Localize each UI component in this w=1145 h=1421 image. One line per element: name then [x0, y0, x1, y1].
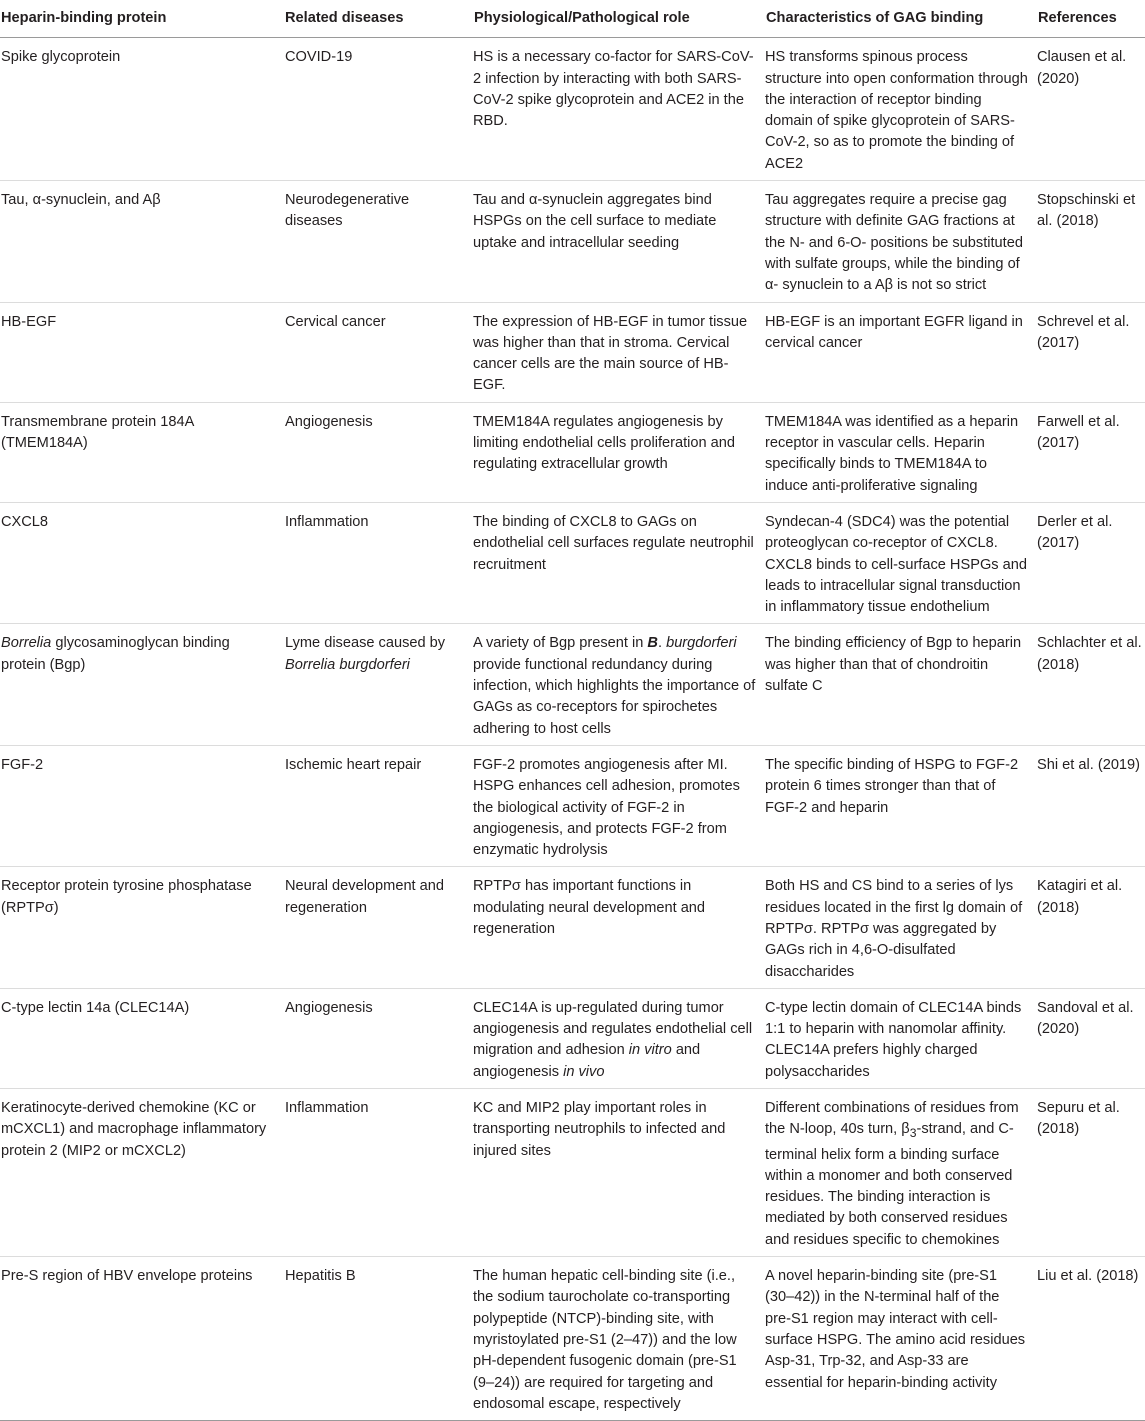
- disease-cell: Ischemic heart repair: [280, 745, 468, 866]
- protein-cell: Transmembrane protein 184A (TMEM184A): [0, 402, 280, 502]
- role-in-vitro-italic: in vitro: [628, 1042, 672, 1059]
- disease-cell: Inflammation: [280, 1089, 468, 1257]
- gag-binding-cell: TMEM184A was identified as a heparin receptor in vascular cells. Heparin specifically binds to TMEM184A to induce anti-proliferative signaling: [760, 402, 1032, 502]
- reference-cell: Stopschinski et al. (2018): [1032, 181, 1145, 302]
- role-cell: The human hepatic cell-binding site (i.e., the sodium taurocholate co-transporting polypeptide (NTCP)-binding site, with myristoylated pre-S1 (2–47)) and the low pH-dependent fusogenic domain (pre-S1 (9–24)) are required for targeting and endosomal escape, respectively: [468, 1257, 760, 1421]
- disease-cell: Neurodegenerative diseases: [280, 181, 468, 302]
- reference-cell: Shi et al. (2019): [1032, 745, 1145, 866]
- reference-cell: Schrevel et al. (2017): [1032, 302, 1145, 402]
- protein-cell: Pre-S region of HBV envelope proteins: [0, 1257, 280, 1421]
- role-cell: KC and MIP2 play important roles in transporting neutrophils to infected and injured sites: [468, 1089, 760, 1257]
- table-header-row: [0, 0, 1145, 38]
- protein-cell: C-type lectin 14a (CLEC14A): [0, 988, 280, 1088]
- reference-cell: Katagiri et al. (2018): [1032, 867, 1145, 988]
- role-text-pre: CLEC14A is up-regulated during tumor angiogenesis and regulates endothelial cell migration and adhesion: [473, 999, 753, 1059]
- column-header-protein: Heparin-binding protein: [0, 0, 280, 38]
- disease-species-italic: Borrelia burgdorferi: [285, 656, 410, 673]
- gag-binding-cell: The specific binding of HSPG to FGF-2 protein 6 times stronger than that of FGF-2 and heparin: [760, 745, 1032, 866]
- role-cell: The expression of HB-EGF in tumor tissue was higher than that in stroma. Cervical cancer cells are the main source of HB-EGF.: [468, 302, 760, 402]
- protein-cell: FGF-2: [0, 745, 280, 866]
- role-cell: FGF-2 promotes angiogenesis after MI. HSPG enhances cell adhesion, promotes the biological activity of FGF-2 in angiogenesis, and protects FGF-2 from enzymatic hydrolysis: [468, 745, 760, 866]
- table-row: [0, 867, 1145, 988]
- disease-text: Lyme disease caused by: [285, 635, 446, 652]
- gag-binding-cell: C-type lectin domain of CLEC14A binds 1:1 to heparin with nanomolar affinity. CLEC14A prefers highly charged polysaccharides: [760, 988, 1032, 1088]
- gag-binding-cell: The binding efficiency of Bgp to heparin was higher than that of chondroitin sulfate C: [760, 624, 1032, 745]
- protein-cell: [0, 624, 280, 745]
- protein-cell: Receptor protein tyrosine phosphatase (RPTPσ): [0, 867, 280, 988]
- role-cell: [468, 624, 760, 745]
- protein-cell: CXCL8: [0, 502, 280, 623]
- table-row: [0, 624, 1145, 745]
- disease-cell: Cervical cancer: [280, 302, 468, 402]
- reference-cell: Sepuru et al. (2018): [1032, 1089, 1145, 1257]
- gag-binding-cell: Tau aggregates require a precise gag structure with definite GAG fractions at the N- and 6-O- positions be substituted with sulfate groups, while the binding of α- synuclein to a Aβ is not so strict: [760, 181, 1032, 302]
- protein-cell: Tau, α-synuclein, and Aβ: [0, 181, 280, 302]
- role-cell: [468, 988, 760, 1088]
- gag-binding-cell: [760, 1089, 1032, 1257]
- table-row: [0, 1257, 1145, 1421]
- table-row: [0, 302, 1145, 402]
- protein-name-rest: glycosaminoglycan binding protein (Bgp): [1, 635, 230, 673]
- reference-cell: Sandoval et al. (2020): [1032, 988, 1145, 1088]
- role-text-pre: A variety of Bgp present in: [473, 635, 648, 652]
- gag-binding-cell: HB-EGF is an important EGFR ligand in cervical cancer: [760, 302, 1032, 402]
- gag-binding-cell: A novel heparin-binding site (pre-S1 (30–42)) in the N-terminal half of the pre-S1 region may interact with cell-surface HSPG. The amino acid residues Asp-31, Trp-32, and Asp-33 are essential for heparin-binding activity: [760, 1257, 1032, 1421]
- disease-cell: Angiogenesis: [280, 402, 468, 502]
- disease-cell: Angiogenesis: [280, 988, 468, 1088]
- protein-genus-italic: Borrelia: [1, 635, 52, 652]
- protein-cell: Spike glycoprotein: [0, 38, 280, 181]
- role-species-italic: burgdorferi: [666, 635, 737, 652]
- table-row: [0, 745, 1145, 866]
- role-text-post: provide functional redundancy during infection, which highlights the importance of GAGs as co-receptors for spirochetes adhering to host cells: [473, 656, 756, 737]
- column-header-role: Physiological/Pathological role: [468, 0, 760, 38]
- table-row: [0, 402, 1145, 502]
- table-row: [0, 988, 1145, 1088]
- disease-cell: COVID-19: [280, 38, 468, 181]
- disease-cell: Hepatitis B: [280, 1257, 468, 1421]
- disease-cell: [280, 624, 468, 745]
- role-cell: HS is a necessary co-factor for SARS-CoV-2 infection by interacting with both SARS-CoV-2 spike glycoprotein and ACE2 in the RBD.: [468, 38, 760, 181]
- gag-binding-cell: Both HS and CS bind to a series of lys residues located in the first lg domain of RPTPσ. RPTPσ was aggregated by GAGs rich in 4,6-O-disulfated disaccharides: [760, 867, 1032, 988]
- disease-cell: Inflammation: [280, 502, 468, 623]
- protein-cell: Keratinocyte-derived chemokine (KC or mCXCL1) and macrophage inflammatory protein 2 (MIP2 or mCXCL2): [0, 1089, 280, 1257]
- role-in-vivo-italic: in vivo: [563, 1063, 605, 1080]
- reference-cell: Farwell et al. (2017): [1032, 402, 1145, 502]
- role-cell: The binding of CXCL8 to GAGs on endothelial cell surfaces regulate neutrophil recruitment: [468, 502, 760, 623]
- disease-cell: Neural development and regeneration: [280, 867, 468, 988]
- gag-text-pre: Different combinations of residues from the N-loop, 40s turn, β: [765, 1100, 1019, 1138]
- gag-beta-subscript: 3: [909, 1126, 917, 1141]
- role-text-mid: .: [657, 635, 667, 652]
- reference-cell: Schlachter et al. (2018): [1032, 624, 1145, 745]
- column-header-gag-binding: Characteristics of GAG binding: [760, 0, 1032, 38]
- role-cell: Tau and α-synuclein aggregates bind HSPGs on the cell surface to mediate uptake and intracellular seeding: [468, 181, 760, 302]
- table-row: [0, 1089, 1145, 1257]
- table-row: [0, 502, 1145, 623]
- role-cell: RPTPσ has important functions in modulating neural development and regeneration: [468, 867, 760, 988]
- role-text-mid: and angiogenesis: [473, 1042, 701, 1080]
- reference-cell: Derler et al. (2017): [1032, 502, 1145, 623]
- table-row: [0, 38, 1145, 181]
- protein-cell: HB-EGF: [0, 302, 280, 402]
- gag-binding-cell: Syndecan-4 (SDC4) was the potential proteoglycan co-receptor of CXCL8. CXCL8 binds to cell-surface HSPGs and leads to intracellular signal transduction in inflammatory tissue endothelium: [760, 502, 1032, 623]
- table-row: [0, 181, 1145, 302]
- role-cell: TMEM184A regulates angiogenesis by limiting endothelial cells proliferation and regulating extracellular growth: [468, 402, 760, 502]
- gag-binding-cell: HS transforms spinous process structure into open conformation through the interaction of receptor binding domain of spike glycoprotein of SARS-CoV-2, so as to promote the binding of ACE2: [760, 38, 1032, 181]
- column-header-references: References: [1032, 0, 1145, 38]
- column-header-diseases: Related diseases: [280, 0, 468, 38]
- gag-text-post: -strand, and C-terminal helix form a binding surface within a monomer and both conserved residues. The binding interaction is mediated by both conserved residues and residues specific to chemokines: [765, 1121, 1014, 1248]
- role-genus-abbrev: B: [647, 635, 658, 652]
- reference-cell: Clausen et al. (2020): [1032, 38, 1145, 181]
- reference-cell: Liu et al. (2018): [1032, 1257, 1145, 1421]
